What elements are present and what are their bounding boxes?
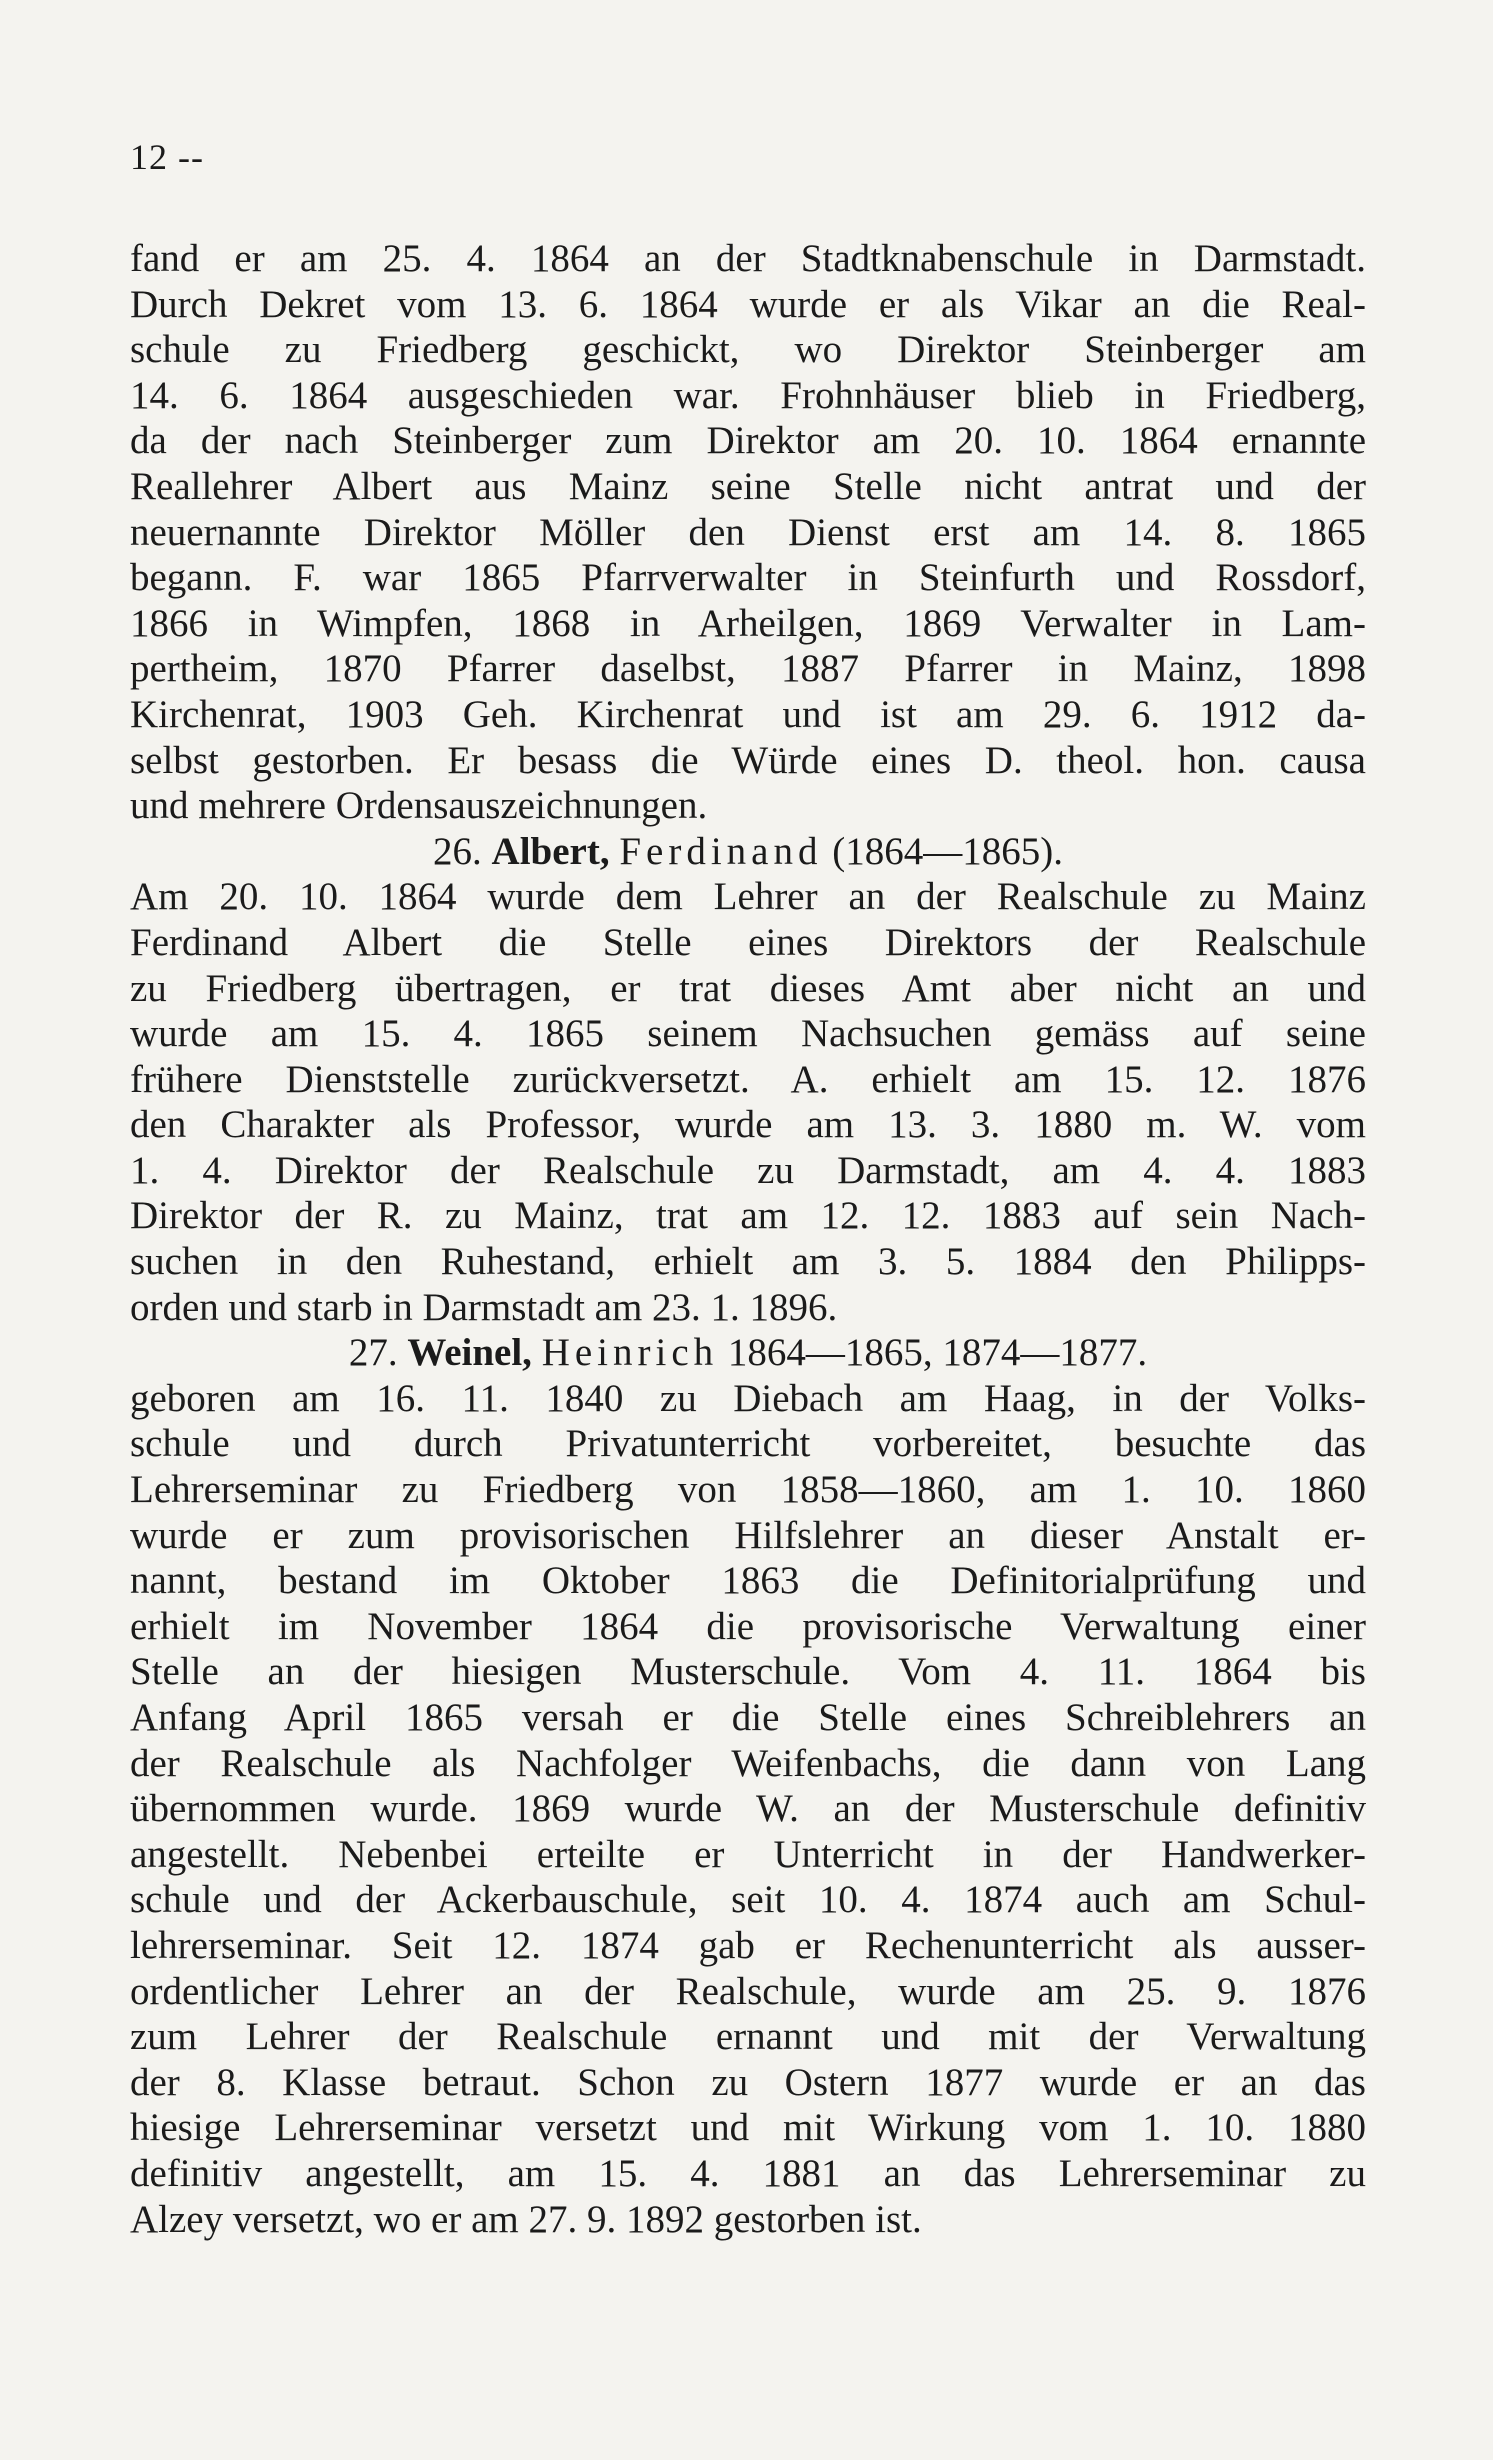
text-line: Direktor der R. zu Mainz, trat am 12. 12. 1883 auf sein Nach- [130, 1194, 1366, 1238]
page-number: 12 -- [130, 137, 204, 177]
text-line: wurde am 15. 4. 1865 seinem Nachsuchen gemäss auf seine [130, 1012, 1366, 1056]
entry-albert [130, 829, 1366, 1331]
entry-heading [130, 1330, 1366, 1376]
entry-surname: Albert, [491, 829, 610, 873]
entry-years: 1864—1865, 1874—1877. [727, 1331, 1148, 1375]
text-line: ordentlicher Lehrer an der Realschule, wurde am 25. 9. 1876 [130, 1969, 1366, 2013]
text-line: neuernannte Direktor Möller den Dienst erst am 14. 8. 1865 [130, 510, 1366, 554]
text-line: 14. 6. 1864 ausgeschieden war. Frohnhäuser blieb in Friedberg, [130, 373, 1366, 417]
text-line: und mehrere Ordensauszeichnungen. [130, 784, 708, 828]
text-line: den Charakter als Professor, wurde am 13. 3. 1880 m. W. vom [130, 1103, 1366, 1147]
text-line: Alzey versetzt, wo er am 27. 9. 1892 gestorben ist. [130, 2197, 922, 2241]
text-line: Anfang April 1865 versah er die Stelle eines Schreiblehrers an [130, 1696, 1366, 1739]
text-line: Ferdinand Albert die Stelle eines Direktors der Realschule [130, 920, 1366, 964]
entry-number: 26. [433, 829, 482, 873]
entry-heading [130, 829, 1366, 875]
text-line: erhielt im November 1864 die provisorische Verwaltung einer [130, 1604, 1366, 1648]
text-line: zu Friedberg übertragen, er trat dieses Amt aber nicht an und [130, 966, 1366, 1010]
text-line: lehrerseminar. Seit 12. 1874 gab er Rechenunterricht als ausser- [130, 1923, 1366, 1967]
text-line: der Realschule als Nachfolger Weifenbachs, die dann von Lang [130, 1741, 1366, 1785]
text-line: Lehrerseminar zu Friedberg von 1858—1860, am 1. 10. 1860 [130, 1468, 1366, 1512]
text-line: Durch Dekret vom 13. 6. 1864 wurde er als Vikar an die Real- [130, 282, 1366, 326]
text-line: frühere Dienststelle zurückversetzt. A. erhielt am 15. 12. 1876 [130, 1057, 1366, 1101]
text-line: geboren am 16. 11. 1840 zu Diebach am Haag, in der Volks- [130, 1376, 1366, 1420]
text-line: schule zu Friedberg geschickt, wo Direktor Steinberger am [130, 328, 1366, 372]
text-line: hiesige Lehrerseminar versetzt und mit Wirkung vom 1. 10. 1880 [130, 2106, 1366, 2150]
text-line: schule und durch Privatunterricht vorbereitet, besuchte das [130, 1422, 1366, 1466]
entry-number: 27. [348, 1331, 398, 1375]
entry-years: (1864—1865). [832, 829, 1063, 873]
text-line: begann. F. war 1865 Pfarrverwalter in Steinfurth und Rossdorf, [130, 556, 1366, 600]
text-line: übernommen wurde. 1869 wurde W. an der Musterschule definitiv [130, 1787, 1366, 1831]
text-block [130, 236, 1366, 2242]
text-line: da der nach Steinberger zum Direktor am 20. 10. 1864 ernannte [130, 419, 1366, 463]
text-line: 1866 in Wimpfen, 1868 in Arheilgen, 1869 Verwalter in Lam- [130, 601, 1366, 645]
text-line: Am 20. 10. 1864 wurde dem Lehrer an der Realschule zu Mainz [130, 875, 1366, 919]
entry-given-name: Ferdinand [619, 829, 823, 873]
entry-surname: Weinel, [407, 1331, 532, 1375]
text-line: selbst gestorben. Er besass die Würde eines D. theol. hon. causa [130, 738, 1366, 782]
entry-weinel [130, 1330, 1366, 2242]
text-line: wurde er zum provisorischen Hilfslehrer an dieser Anstalt er- [130, 1513, 1366, 1557]
text-line: nannt, bestand im Oktober 1863 die Definitorialprüfung und [130, 1559, 1366, 1603]
paragraph-frohnhaeuser [130, 236, 1366, 829]
text-line: Stelle an der hiesigen Musterschule. Vom 4. 11. 1864 bis [130, 1650, 1366, 1694]
text-line: der 8. Klasse betraut. Schon zu Ostern 1877 wurde er an das [130, 2060, 1366, 2104]
text-line: fand er am 25. 4. 1864 an der Stadtknabenschule in Darmstadt. [130, 237, 1366, 280]
text-line: orden und starb in Darmstadt am 23. 1. 1896. [130, 1285, 838, 1329]
text-line: suchen in den Ruhestand, erhielt am 3. 5. 1884 den Philipps- [130, 1240, 1366, 1284]
text-line: angestellt. Nebenbei erteilte er Unterricht in der Handwerker- [130, 1832, 1366, 1876]
text-line: Kirchenrat, 1903 Geh. Kirchenrat und ist am 29. 6. 1912 da- [130, 692, 1366, 736]
text-line: schule und der Ackerbauschule, seit 10. 4. 1874 auch am Schul- [130, 1878, 1366, 1922]
text-line: definitiv angestellt, am 15. 4. 1881 an das Lehrerseminar zu [130, 2151, 1366, 2195]
text-line: 1. 4. Direktor der Realschule zu Darmstadt, am 4. 4. 1883 [130, 1148, 1366, 1192]
text-line: Reallehrer Albert aus Mainz seine Stelle nicht antrat und der [130, 464, 1366, 508]
text-line: zum Lehrer der Realschule ernannt und mit der Verwaltung [130, 2015, 1366, 2059]
entry-given-name: Heinrich [541, 1331, 719, 1375]
text-line: pertheim, 1870 Pfarrer daselbst, 1887 Pfarrer in Mainz, 1898 [130, 647, 1366, 691]
